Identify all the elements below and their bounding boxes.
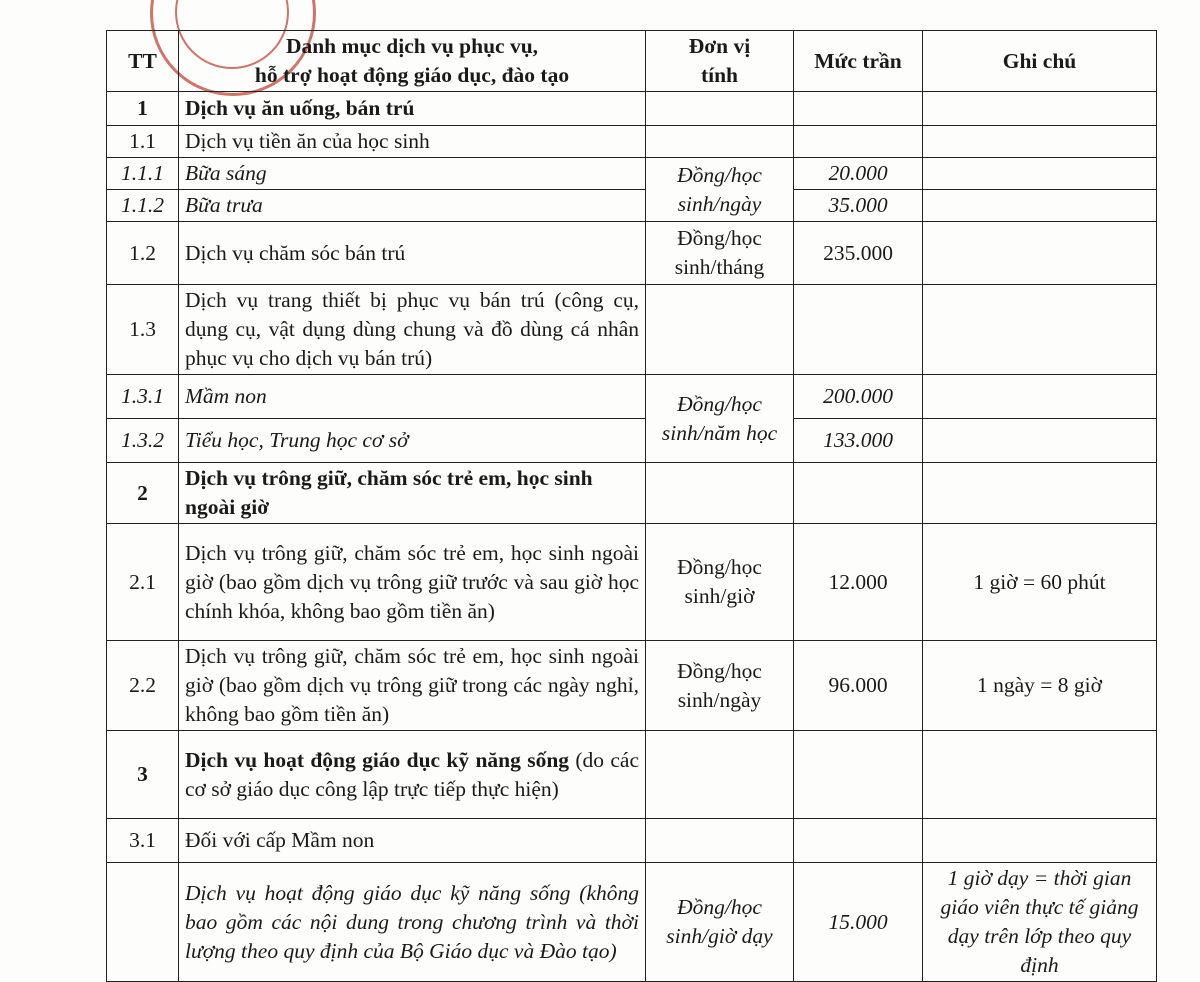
table-row [107,126,1157,158]
service-fee-table [106,30,1157,982]
table-row [107,190,1157,222]
table-row [107,419,1157,463]
row-unit: Đồng/học sinh/năm học [646,375,794,463]
table-row [107,222,1157,285]
row-note: 1 giờ dạy = thời gian giáo viên thực tế giảng dạy trên lớp theo quy định [923,863,1157,982]
row-price [794,285,923,375]
row-tt: 1.3.2 [107,419,179,463]
row-name: Bữa trưa [179,190,646,222]
row-note [923,126,1157,158]
row-tt [107,863,179,982]
row-tt: 1.1.1 [107,158,179,190]
row-tt: 3 [107,731,179,819]
row-name: Dịch vụ chăm sóc bán trú [179,222,646,285]
row-name: Dịch vụ ăn uống, bán trú [179,92,646,126]
row-note [923,419,1157,463]
row-unit [646,731,794,819]
table-row [107,92,1157,126]
row-name: Tiểu học, Trung học cơ sở [179,419,646,463]
row-unit: Đồng/học sinh/giờ [646,524,794,641]
row-price [794,819,923,863]
row-tt: 1.1 [107,126,179,158]
row-tt: 1.2 [107,222,179,285]
table-row [107,375,1157,419]
table-header-row [107,31,1157,92]
row-unit: Đồng/học sinh/tháng [646,222,794,285]
row-tt: 1.3 [107,285,179,375]
header-ceiling: Mức trần [794,31,923,92]
row-note: 1 giờ = 60 phút [923,524,1157,641]
header-tt: TT [107,31,179,92]
row-unit: Đồng/học sinh/giờ dạy [646,863,794,982]
row-note [923,92,1157,126]
row-note [923,190,1157,222]
row-name: Dịch vụ trông giữ, chăm sóc trẻ em, học sinh ngoài giờ (bao gồm dịch vụ trông giữ trước và sau giờ học chính khóa, không bao gồm tiền ăn) [179,524,646,641]
row-price: 96.000 [794,641,923,731]
row-tt: 3.1 [107,819,179,863]
row-tt: 1.1.2 [107,190,179,222]
row-price [794,731,923,819]
table-row [107,463,1157,524]
row-price: 15.000 [794,863,923,982]
row-tt: 2 [107,463,179,524]
row-price: 235.000 [794,222,923,285]
row-unit [646,463,794,524]
table-row [107,158,1157,190]
row-tt: 2.2 [107,641,179,731]
table-row [107,731,1157,819]
row-name: Dịch vụ hoạt động giáo dục kỹ năng sống (không bao gồm các nội dung trong chương trình và thời lượng theo quy định của Bộ Giáo dục và Đào tạo) [179,863,646,982]
table-row [107,524,1157,641]
row-unit [646,285,794,375]
table-row [107,285,1157,375]
row-price: 133.000 [794,419,923,463]
row-name: Dịch vụ tiền ăn của học sinh [179,126,646,158]
table-row [107,641,1157,731]
row-name: Mầm non [179,375,646,419]
header-unit: Đơn vị tính [646,31,794,92]
header-note: Ghi chú [923,31,1157,92]
table-row [107,863,1157,982]
row-unit [646,126,794,158]
row-note [923,158,1157,190]
row-note [923,819,1157,863]
row-unit [646,819,794,863]
table-row [107,819,1157,863]
row-price: 200.000 [794,375,923,419]
row-tt: 2.1 [107,524,179,641]
row-price [794,463,923,524]
header-service-name: Danh mục dịch vụ phục vụ, hỗ trợ hoạt động giáo dục, đào tạo [179,31,646,92]
row-name: Dịch vụ hoạt động giáo dục kỹ năng sống (do các cơ sở giáo dục công lập trực tiếp thực hiện) [179,731,646,819]
row-tt: 1.3.1 [107,375,179,419]
row-tt: 1 [107,92,179,126]
row-price [794,92,923,126]
row-price [794,126,923,158]
row-name: Dịch vụ trông giữ, chăm sóc trẻ em, học sinh ngoài giờ (bao gồm dịch vụ trông giữ trong các ngày nghỉ, không bao gồm tiền ăn) [179,641,646,731]
row-note [923,222,1157,285]
row-note [923,731,1157,819]
row-note: 1 ngày = 8 giờ [923,641,1157,731]
row-note [923,463,1157,524]
row-name: Bữa sáng [179,158,646,190]
row-unit: Đồng/học sinh/ngày [646,641,794,731]
row-price: 20.000 [794,158,923,190]
row-unit: Đồng/học sinh/ngày [646,158,794,222]
row-note [923,285,1157,375]
row-name: Đối với cấp Mầm non [179,819,646,863]
row-name: Dịch vụ trang thiết bị phục vụ bán trú (công cụ, dụng cụ, vật dụng dùng chung và đồ dùng cá nhân phục vụ cho dịch vụ bán trú) [179,285,646,375]
row-price: 35.000 [794,190,923,222]
row-unit [646,92,794,126]
row-note [923,375,1157,419]
row-name: Dịch vụ trông giữ, chăm sóc trẻ em, học sinh ngoài giờ [179,463,646,524]
row-price: 12.000 [794,524,923,641]
